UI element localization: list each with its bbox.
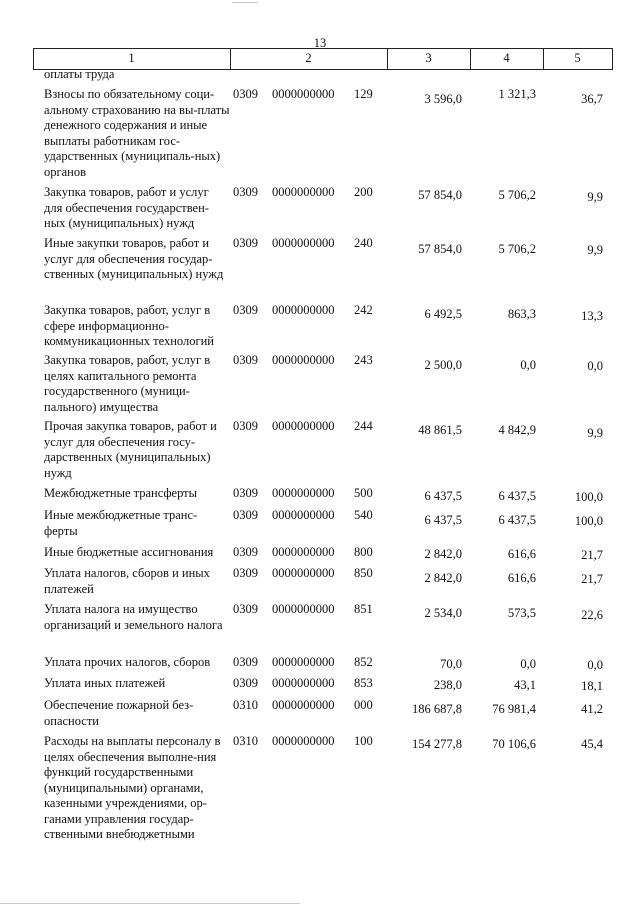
row-name: Иные межбюджетные транс-ферты bbox=[44, 508, 198, 538]
row-target-code: 0000000000 bbox=[272, 508, 335, 522]
row-col5: 21,7 bbox=[581, 548, 603, 562]
row-target-code: 0000000000 bbox=[272, 87, 335, 101]
row-col3: 238,0 bbox=[433, 678, 462, 692]
row-col4: 616,6 bbox=[507, 547, 536, 561]
row-col3: 3 596,0 bbox=[424, 92, 462, 106]
row-col5: 22,6 bbox=[581, 608, 603, 622]
row-col4: 863,3 bbox=[507, 307, 536, 321]
row-col4: 76 981,4 bbox=[492, 702, 536, 716]
row-target-code: 0000000000 bbox=[272, 734, 335, 748]
row-col5: 0,0 bbox=[587, 359, 603, 373]
header-col-3: 3 bbox=[425, 51, 432, 65]
row-col4: 573,5 bbox=[507, 606, 536, 620]
row-col3: 57 854,0 bbox=[418, 242, 462, 256]
row-col4: 43,1 bbox=[514, 678, 536, 692]
row-col4: 70 106,6 bbox=[492, 737, 536, 751]
row-section-code: 0310 bbox=[233, 698, 258, 712]
row-col3: 6 437,5 bbox=[424, 489, 462, 503]
row-name: Иные бюджетные ассигнования bbox=[44, 545, 214, 559]
row-col5: 21,7 bbox=[581, 572, 603, 586]
row-target-code: 0000000000 bbox=[272, 676, 335, 690]
page-number: 13 bbox=[313, 36, 327, 50]
row-name: Уплата прочих налогов, сборов bbox=[44, 655, 211, 669]
row-expense-type: 242 bbox=[354, 303, 373, 317]
row-expense-type: 129 bbox=[354, 87, 373, 101]
row-target-code: 0000000000 bbox=[272, 698, 335, 712]
row-col4: 6 437,5 bbox=[498, 489, 536, 503]
table-header bbox=[33, 48, 613, 70]
row-expense-type: 500 bbox=[354, 486, 373, 500]
row-col5: 100,0 bbox=[574, 490, 603, 504]
row-name: Обеспечение пожарной без-опасности bbox=[44, 698, 194, 728]
row-col3: 186 687,8 bbox=[412, 702, 462, 716]
row-section-code: 0309 bbox=[233, 676, 258, 690]
row-section-code: 0309 bbox=[233, 185, 258, 199]
row-expense-type: 850 bbox=[354, 566, 373, 580]
header-col-4: 4 bbox=[503, 51, 510, 65]
row-col4: 4 842,9 bbox=[498, 423, 536, 437]
row-section-code: 0309 bbox=[233, 566, 258, 580]
row-section-code: 0309 bbox=[233, 303, 258, 317]
row-name: Межбюджетные трансферты bbox=[44, 486, 198, 500]
row-target-code: 0000000000 bbox=[272, 655, 335, 669]
row-col5: 100,0 bbox=[574, 514, 603, 528]
row-col5: 9,9 bbox=[587, 426, 603, 440]
row-expense-type: 800 bbox=[354, 545, 373, 559]
row-target-code: 0000000000 bbox=[272, 236, 335, 250]
table-header-divider bbox=[612, 48, 613, 70]
row-expense-type: 240 bbox=[354, 236, 373, 250]
continuation-text: оплаты труда bbox=[44, 67, 115, 81]
row-col5: 13,3 bbox=[581, 309, 603, 323]
scan-edge-top bbox=[232, 2, 258, 3]
row-section-code: 0309 bbox=[233, 545, 258, 559]
row-col3: 2 500,0 bbox=[424, 358, 462, 372]
row-col3: 2 534,0 bbox=[424, 606, 462, 620]
row-col3: 48 861,5 bbox=[418, 423, 462, 437]
row-section-code: 0309 bbox=[233, 419, 258, 433]
row-expense-type: 244 bbox=[354, 419, 373, 433]
row-name: Закупка товаров, работ, услуг в целях капитального ремонта государственного (муници-пального) имущества bbox=[44, 353, 211, 414]
row-expense-type: 000 bbox=[354, 698, 373, 712]
row-col3: 6 437,5 bbox=[424, 513, 462, 527]
row-expense-type: 853 bbox=[354, 676, 373, 690]
row-name: Расходы на выплаты персоналу в целях обеспечения выполне-ния функций государственными (муниципальными) органами, казенными учреждениями, ор-ганами управления государ-ственными внебюджетными bbox=[44, 734, 221, 841]
row-col4: 6 437,5 bbox=[498, 513, 536, 527]
row-section-code: 0309 bbox=[233, 87, 258, 101]
row-section-code: 0309 bbox=[233, 508, 258, 522]
row-col5: 18,1 bbox=[581, 679, 603, 693]
row-name: Уплата налогов, сборов и иных платежей bbox=[44, 566, 210, 596]
row-col4: 5 706,2 bbox=[498, 188, 536, 202]
row-section-code: 0309 bbox=[233, 486, 258, 500]
row-col5: 36,7 bbox=[581, 92, 603, 106]
row-expense-type: 200 bbox=[354, 185, 373, 199]
row-target-code: 0000000000 bbox=[272, 486, 335, 500]
row-col3: 70,0 bbox=[440, 657, 462, 671]
row-col5: 9,9 bbox=[587, 243, 603, 257]
row-expense-type: 851 bbox=[354, 602, 373, 616]
row-target-code: 0000000000 bbox=[272, 419, 335, 433]
row-col4: 0,0 bbox=[520, 358, 536, 372]
row-col3: 6 492,5 bbox=[424, 307, 462, 321]
row-col5: 9,9 bbox=[587, 190, 603, 204]
header-col-1: 1 bbox=[128, 51, 135, 65]
row-section-code: 0309 bbox=[233, 602, 258, 616]
row-name: Закупка товаров, работ, услуг в сфере информационно-коммуникационных технологий bbox=[44, 303, 214, 348]
row-col3: 154 277,8 bbox=[412, 737, 462, 751]
row-expense-type: 243 bbox=[354, 353, 373, 367]
row-section-code: 0310 bbox=[233, 734, 258, 748]
row-target-code: 0000000000 bbox=[272, 185, 335, 199]
row-name: Иные закупки товаров, работ и услуг для обеспечения государ-ственных (муниципальных) нужд bbox=[44, 236, 224, 281]
row-col5: 41,2 bbox=[581, 702, 603, 716]
row-expense-type: 540 bbox=[354, 508, 373, 522]
row-col4: 0,0 bbox=[520, 657, 536, 671]
row-name: Закупка товаров, работ и услуг для обеспечения государствен-ных (муниципальных) нужд bbox=[44, 185, 209, 230]
row-col3: 2 842,0 bbox=[424, 571, 462, 585]
header-col-2: 2 bbox=[305, 51, 312, 65]
row-name: Уплата налога на имущество организаций и земельного налога bbox=[44, 602, 223, 632]
row-col4: 1 321,3 bbox=[498, 87, 536, 101]
row-col4: 616,6 bbox=[507, 571, 536, 585]
row-name: Взносы по обязательному соци-альному страхованию на вы-платы денежного содержания и иные выплаты работникам гос-ударственных (муниципаль-ных) органов bbox=[44, 87, 230, 179]
row-col3: 2 842,0 bbox=[424, 547, 462, 561]
row-section-code: 0309 bbox=[233, 655, 258, 669]
row-section-code: 0309 bbox=[233, 353, 258, 367]
row-col3: 57 854,0 bbox=[418, 188, 462, 202]
row-target-code: 0000000000 bbox=[272, 566, 335, 580]
row-expense-type: 100 bbox=[354, 734, 373, 748]
row-expense-type: 852 bbox=[354, 655, 373, 669]
row-target-code: 0000000000 bbox=[272, 545, 335, 559]
row-target-code: 0000000000 bbox=[272, 353, 335, 367]
row-target-code: 0000000000 bbox=[272, 303, 335, 317]
row-name: Прочая закупка товаров, работ и услуг для обеспечения госу-дарственных (муниципальных) нужд bbox=[44, 419, 217, 480]
row-col4: 5 706,2 bbox=[498, 242, 536, 256]
header-col-5: 5 bbox=[574, 51, 581, 65]
row-col5: 45,4 bbox=[581, 737, 603, 751]
row-name: Уплата иных платежей bbox=[44, 676, 166, 690]
row-section-code: 0309 bbox=[233, 236, 258, 250]
row-target-code: 0000000000 bbox=[272, 602, 335, 616]
row-col5: 0,0 bbox=[587, 658, 603, 672]
scan-edge-bottom bbox=[0, 903, 300, 904]
